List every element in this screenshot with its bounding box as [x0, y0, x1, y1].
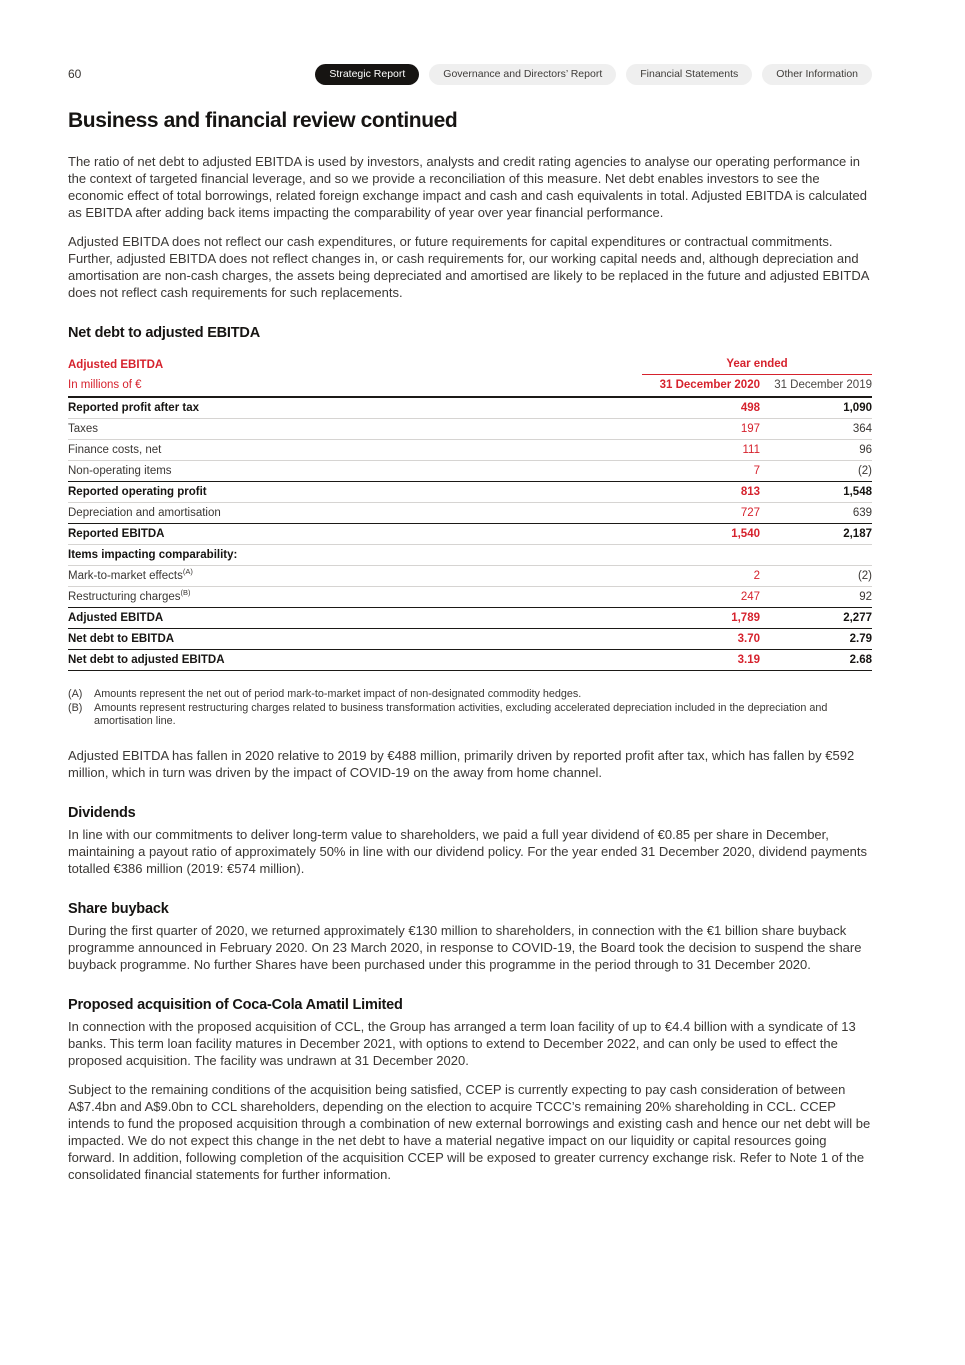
value-2020: 498 — [740, 402, 760, 414]
ebitda-summary-paragraph: Adjusted EBITDA has fallen in 2020 relative to 2019 by €488 million, primarily driven by reported profit after tax, which has fallen by €592 million, which in turn was driven by the impact of COVID-19 on the away from home channel. — [68, 747, 855, 780]
table-title: Adjusted EBITDA — [68, 358, 164, 371]
section-heading-net-debt: Net debt to adjusted EBITDA — [68, 325, 260, 341]
tab-financial-statements[interactable]: Financial Statements — [626, 64, 752, 85]
row-label: Net debt to EBITDA — [68, 629, 642, 650]
section-heading-share-buyback: Share buyback — [68, 900, 169, 917]
column-header-2020: 31 December 2020 — [642, 375, 760, 398]
value-2019: (2) — [760, 461, 872, 482]
table-column-header-row — [68, 375, 872, 398]
footnote-a: (A) Amounts represent the net out of period mark-to-market impact of non-designated commodity hedges. — [68, 688, 582, 700]
row-label: Reported profit after tax — [68, 402, 199, 414]
value-2019: 2.68 — [760, 650, 872, 671]
value-2019: 1,090 — [843, 402, 872, 414]
value-2020: 3.70 — [642, 629, 760, 650]
buyback-paragraph: During the first quarter of 2020, we returned approximately €130 million to shareholders, in connection with the €1 billion share buyback programme announced in February 2020. On 23 March 2020, in response to COVID-19, the Board took the decision to suspend the share buyback programme. No further Shares have been purchased under this programme in the period through to 31 December 2020. — [68, 922, 862, 972]
tab-other-information[interactable]: Other Information — [762, 64, 872, 85]
value-2019: 2,277 — [760, 608, 872, 629]
tab-governance-directors-report[interactable]: Governance and Directors’ Report — [429, 64, 616, 85]
section-tabs — [315, 64, 872, 85]
row-label: Net debt to adjusted EBITDA — [68, 650, 642, 671]
value-2019: 2.79 — [760, 629, 872, 650]
value-2020: 2 — [642, 566, 760, 587]
intro-paragraph-1: The ratio of net debt to adjusted EBITDA is used by investors, analysts and credit rating agencies to analyse our operating performance in the context of targeted financial leverage, and so we provide a reconciliation of this measure. Net debt enables investors to see the economic effect of total borrowings, related foreign exchange impact and cash and cash equivalents in total. Adjusted EBITDA is calculated as EBITDA after adding back items impacting the comparability of year over year financial performance. — [68, 154, 868, 220]
table-unit-label: In millions of € — [68, 375, 642, 398]
row-label: Mark-to-market effects$^{(A)}$ — [68, 566, 642, 587]
footnote-ref-a: (A) — [182, 567, 193, 577]
row-label: Non-operating items — [68, 461, 642, 482]
value-2019: 364 — [760, 419, 872, 440]
value-2019: 1,548 — [760, 482, 872, 503]
row-label: Finance costs, net — [68, 440, 642, 461]
adjusted-ebitda-table — [68, 354, 872, 671]
value-2020 — [642, 545, 760, 566]
row-label: Reported operating profit — [68, 482, 642, 503]
column-header-2019: 31 December 2019 — [760, 375, 872, 398]
value-2019: 2,187 — [760, 524, 872, 545]
row-label: Items impacting comparability: — [68, 545, 642, 566]
value-2020: 1,789 — [642, 608, 760, 629]
table-row — [68, 545, 872, 566]
footnote-b: (B) Amounts represent restructuring charges related to business transformation activities, excluding accelerated depreciation included in the depreciation and amortisation line. — [68, 701, 828, 727]
table-row — [68, 566, 872, 587]
section-heading-acquisition: Proposed acquisition of Coca-Cola Amatil Limited — [68, 996, 403, 1013]
value-2020: 3.19 — [642, 650, 760, 671]
footnote-ref-b: (B) — [180, 588, 191, 598]
table-row — [68, 419, 872, 440]
table-row — [68, 503, 872, 524]
value-2020: 111 — [642, 440, 760, 461]
top-bar — [68, 64, 872, 85]
value-2020: 7 — [642, 461, 760, 482]
table-group-header: Year ended — [642, 354, 872, 375]
acquisition-paragraph-1: In connection with the proposed acquisition of CCL, the Group has arranged a term loan facility of up to €4.4 billion with a syndicate of 13 banks. This term loan facility matures in December 2021, with options to extend to December 2022, and can only be used to effect the proposed acquisition. The facility was undrawn at 31 December 2020. — [68, 1018, 856, 1068]
row-label: Restructuring charges$^{(B)}$ — [68, 587, 642, 608]
dividends-paragraph: In line with our commitments to deliver long-term value to shareholders, we paid a full year dividend of €0.85 per share in December, maintaining a payout ratio of approximately 50% in line with our dividend policy. For the year ended 31 December 2020, dividend payments totalled €386 million (2019: €574 million). — [68, 826, 867, 876]
table-row — [68, 629, 872, 650]
row-label: Reported EBITDA — [68, 524, 642, 545]
value-2020: 727 — [642, 503, 760, 524]
row-label: Adjusted EBITDA — [68, 608, 642, 629]
page-number: 60 — [68, 67, 82, 81]
table-row — [68, 482, 872, 503]
tab-strategic-report[interactable]: Strategic Report — [315, 64, 419, 85]
value-2020: 197 — [642, 419, 760, 440]
value-2020: 813 — [642, 482, 760, 503]
table-row — [68, 440, 872, 461]
value-2019: (2) — [760, 566, 872, 587]
table-row — [68, 587, 872, 608]
table-row — [68, 397, 872, 419]
table-row — [68, 608, 872, 629]
value-2019 — [760, 545, 872, 566]
table-row — [68, 650, 872, 671]
page-title: Business and financial review continued — [68, 109, 458, 132]
table-row — [68, 524, 872, 545]
value-2020: 247 — [642, 587, 760, 608]
value-2019: 96 — [760, 440, 872, 461]
table-footnotes — [68, 688, 872, 729]
section-heading-dividends: Dividends — [68, 804, 136, 821]
row-label: Taxes — [68, 419, 642, 440]
value-2019: 92 — [760, 587, 872, 608]
value-2019: 639 — [760, 503, 872, 524]
value-2020: 1,540 — [642, 524, 760, 545]
intro-paragraph-2: Adjusted EBITDA does not reflect our cash expenditures, or future requirements for capital expenditures or contractual commitments. Further, adjusted EBITDA does not reflect changes in, or cash requirements for, our working capital needs and, although depreciation and amortisation are non-cash charges, the assets being depreciated and amortised are likely to be replaced in the future and adjusted EBITDA does not reflect cash requirements for such replacements. — [68, 234, 869, 300]
table-group-header-row — [68, 354, 872, 375]
table-row — [68, 461, 872, 482]
acquisition-paragraph-2: Subject to the remaining conditions of the acquisition being satisfied, CCEP is currently expecting to pay cash consideration of between A$7.4bn and A$9.0bn to CCL shareholders, depending on the election to acquire TCCC’s remaining 20% shareholding in CCL. CCEP intends to fund the proposed acquisition through a combination of new external borrowings and existing cash and hence our net debt will be impacted. We do not expect this change in the net debt to have a material negative impact on our liquidity or capital resources going forward. In addition, following completion of the acquisition CCEP will be exposed to greater currency exchange risk. Refer to Note 1 of the consolidated financial statements for further information. — [68, 1081, 871, 1182]
row-label: Depreciation and amortisation — [68, 503, 642, 524]
